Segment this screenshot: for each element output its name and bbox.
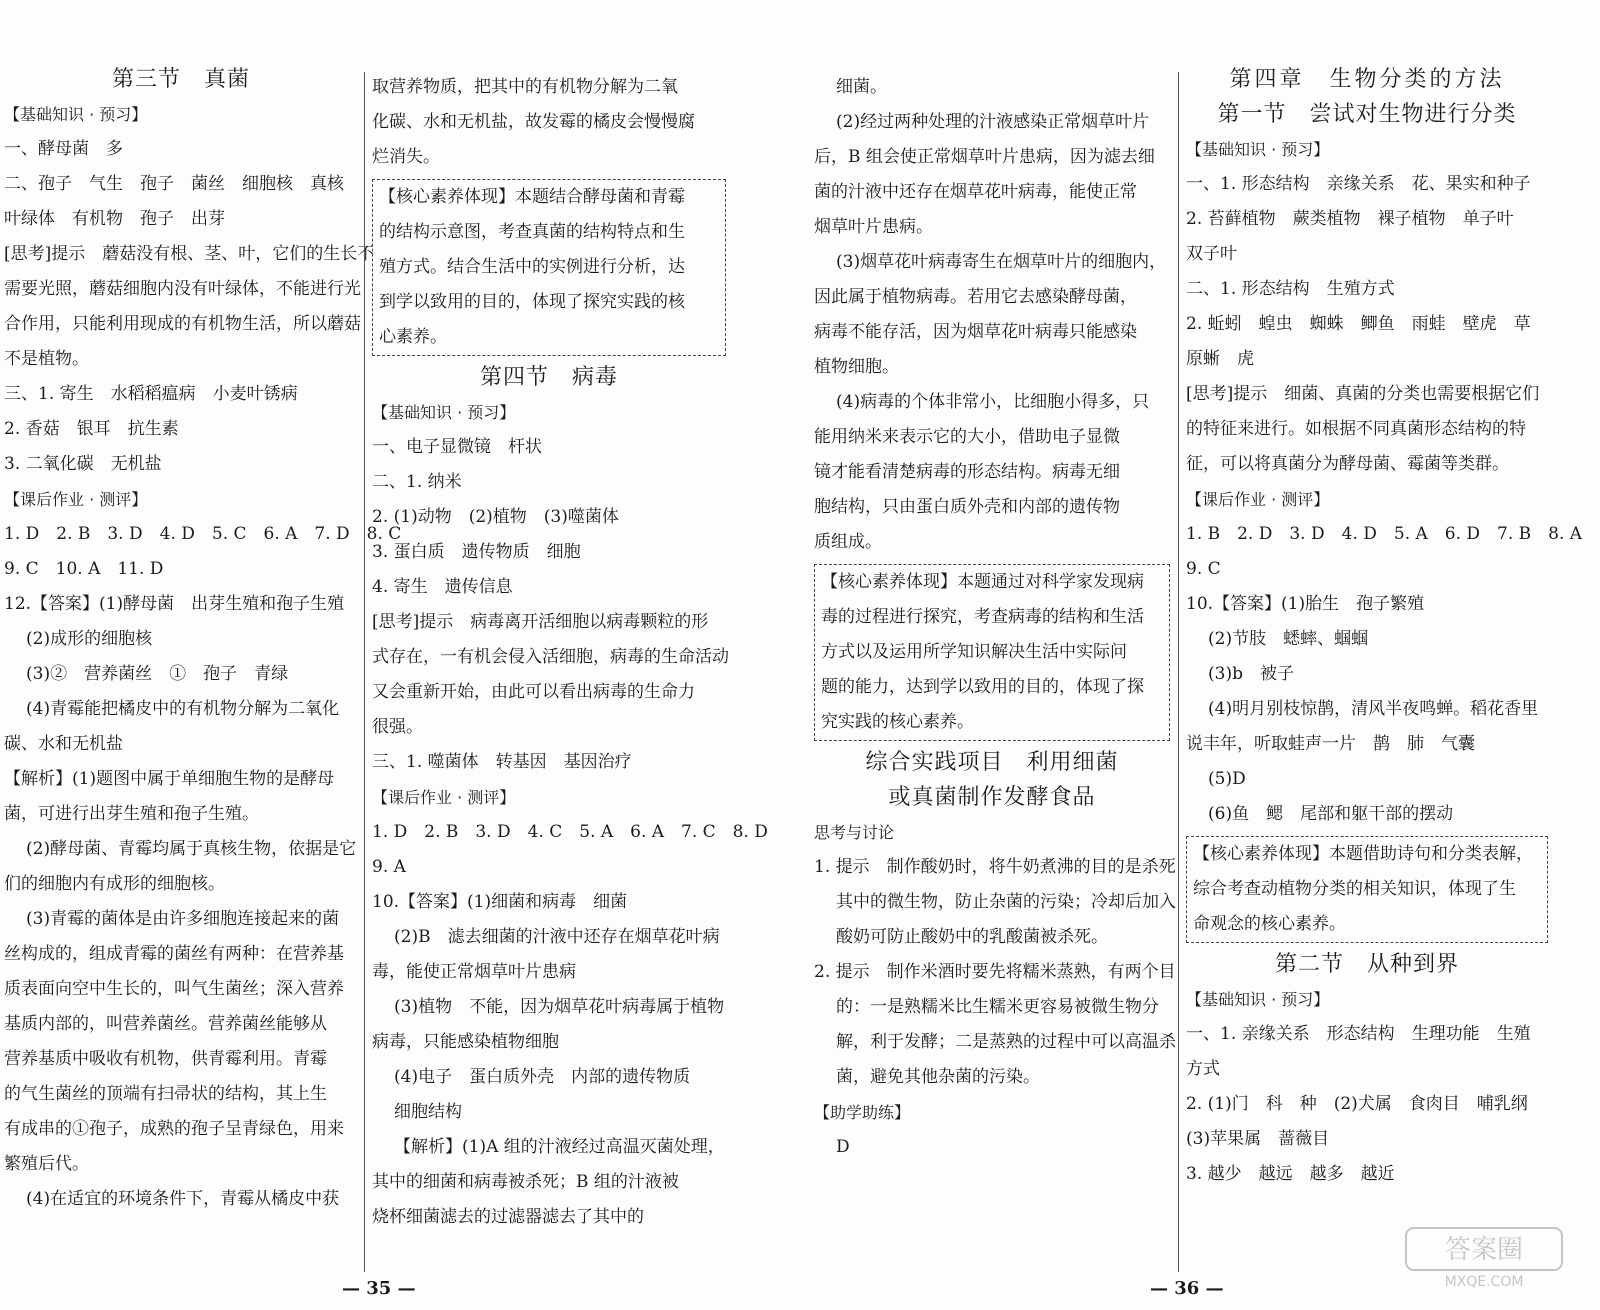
text-line: 酸奶可防止酸奶中的乳酸菌被杀死。 xyxy=(836,927,1108,947)
watermark-sub: MXQE.COM xyxy=(1444,1274,1524,1290)
text-line: 营养基质中吸收有机物，供青霉利用。青霉 xyxy=(4,1049,327,1069)
text-line: 的气生菌丝的顶端有扫帚状的结构，其上生 xyxy=(4,1084,327,1104)
text-line: 2. 苔藓植物 蕨类植物 裸子植物 单子叶 xyxy=(1186,209,1514,229)
text-line: 4. 寄生 遗传信息 xyxy=(372,577,513,597)
section-heading: 【助学助练】 xyxy=(814,1103,911,1122)
text-line: 2. (1)动物 (2)植物 (3)噬菌体 xyxy=(372,507,619,527)
text-line: 2. 提示 制作米酒时要先将糯米蒸熟，有两个目 xyxy=(814,962,1176,982)
text-line: 二、1. 形态结构 生殖方式 xyxy=(1186,279,1395,299)
text-line: 三、1. 寄生 水稻稻瘟病 小麦叶锈病 xyxy=(4,384,298,404)
text-line: 1. D 2. B 3. D 4. C 5. A 6. A 7. C 8. D xyxy=(372,822,768,842)
text-line: 【核心素养体现】本题结合酵母菌和青霉 xyxy=(379,187,685,207)
text-line: 心素养。 xyxy=(379,327,447,347)
text-line: [思考]提示 蘑菇没有根、茎、叶，它们的生长不 xyxy=(4,244,375,264)
text-line: 合作用，只能利用现成的有机物生活，所以蘑菇 xyxy=(4,314,361,334)
text-line: D xyxy=(836,1137,850,1157)
section-title: 第四节 病毒 xyxy=(479,365,618,390)
section-heading: 【基础知识 · 预习】 xyxy=(4,105,148,124)
text-line: 1. B 2. D 3. D 4. D 5. A 6. D 7. B 8. A xyxy=(1186,524,1583,544)
text-line: 很强。 xyxy=(372,717,423,737)
text-line: 菌，可进行出芽生殖和孢子生殖。 xyxy=(4,804,259,824)
text-line: 叶绿体 有机物 孢子 出芽 xyxy=(4,209,225,229)
section-heading: 【课后作业 · 测评】 xyxy=(1186,490,1330,509)
text-line: 病毒，只能感染植物细胞 xyxy=(372,1032,559,1052)
section-heading: 【基础知识 · 预习】 xyxy=(372,403,516,422)
text-line: 究实践的核心素养。 xyxy=(821,712,974,732)
text-line: 质表面向空中生长的，叫气生菌丝；深入营养 xyxy=(4,979,344,999)
text-line: 3. 二氧化碳 无机盐 xyxy=(4,454,162,474)
section-title: 第三节 真菌 xyxy=(111,67,250,92)
column-divider xyxy=(1178,72,1179,1272)
watermark-logo xyxy=(1404,1226,1564,1290)
text-line: 细胞结构 xyxy=(394,1102,462,1122)
text-line: 【解析】(1)题图中属于单细胞生物的是酵母 xyxy=(4,769,335,789)
text-line: 因此属于植物病毒。若用它去感染酵母菌， xyxy=(814,287,1137,307)
text-line: 方式以及运用所学知识解决生活中实际问 xyxy=(821,642,1127,662)
text-line: 3. 蛋白质 遗传物质 细胞 xyxy=(372,542,581,562)
text-line: 【核心素养体现】本题通过对科学家发现病 xyxy=(821,572,1144,592)
section-heading: 【课后作业 · 测评】 xyxy=(4,490,148,509)
section-title: 第四章 生物分类的方法 xyxy=(1229,67,1505,92)
text-line: (3)植物 不能，因为烟草花叶病毒属于植物 xyxy=(394,997,725,1017)
column-2 xyxy=(372,70,768,1235)
section-title: 第一节 尝试对生物进行分类 xyxy=(1217,102,1517,127)
text-line: 们的细胞内有成形的细胞核。 xyxy=(4,874,225,894)
core-literacy-box xyxy=(1186,836,1548,943)
text-line: (5)D xyxy=(1208,769,1246,789)
text-line: 9. A xyxy=(372,857,406,877)
text-line: 繁殖后代。 xyxy=(4,1154,89,1174)
text-line: 的结构示意图，考查真菌的结构特点和生 xyxy=(379,222,685,242)
text-line: 征，可以将真菌分为酵母菌、霉菌等类群。 xyxy=(1186,454,1509,474)
text-line: 【解析】(1)A 组的汁液经过高温灭菌处理， xyxy=(394,1137,725,1157)
text-line: 菌，避免其他杂菌的污染。 xyxy=(836,1067,1040,1087)
text-line: 碳、水和无机盐 xyxy=(4,734,123,754)
text-line: 到学以致用的目的，体现了探究实践的核 xyxy=(379,292,685,312)
column-divider xyxy=(364,72,365,1272)
text-line: 烂消失。 xyxy=(372,147,440,167)
text-line: 原蜥 虎 xyxy=(1186,349,1254,369)
text-line: (2)经过两种处理的汁液感染正常烟草叶片 xyxy=(836,112,1150,132)
text-line: 毒，能使正常烟草叶片患病 xyxy=(372,962,576,982)
text-line: 2. 蚯蚓 蝗虫 蜘蛛 鲫鱼 雨蛙 壁虎 草 xyxy=(1186,314,1531,334)
text-line: 有成串的①孢子，成熟的孢子呈青绿色，用来 xyxy=(4,1119,344,1139)
text-line: 植物细胞。 xyxy=(814,357,899,377)
text-line: 化碳、水和无机盐，故发霉的橘皮会慢慢腐 xyxy=(372,112,695,132)
text-line: 的特征来进行。如根据不同真菌形态结构的特 xyxy=(1186,419,1526,439)
text-line: 综合考查动植物分类的相关知识，体现了生 xyxy=(1193,879,1516,899)
text-line: 细菌。 xyxy=(836,77,887,97)
text-line: 一、1. 亲缘关系 形态结构 生理功能 生殖 xyxy=(1186,1024,1531,1044)
text-line: 烧杯细菌滤去的过滤器滤去了其中的 xyxy=(372,1207,644,1227)
text-line: (6)鱼 鳃 尾部和躯干部的摆动 xyxy=(1208,804,1454,824)
section-heading: 【基础知识 · 预习】 xyxy=(1186,990,1330,1009)
text-line: 烟草叶片患病。 xyxy=(814,217,933,237)
page-number-right: — 36 — xyxy=(1150,1278,1224,1299)
text-line: 式存在，一有机会侵入活细胞，病毒的生命活动 xyxy=(372,647,729,667)
section-heading: 【基础知识 · 预习】 xyxy=(1186,140,1330,159)
text-line: 方式 xyxy=(1186,1059,1220,1079)
section-heading: 思考与讨论 xyxy=(814,823,895,842)
text-line: 能用纳米来表示它的大小，借助电子显微 xyxy=(814,427,1120,447)
text-line: 命观念的核心素养。 xyxy=(1193,914,1346,934)
text-line: 病毒不能存活，因为烟草花叶病毒只能感染 xyxy=(814,322,1137,342)
text-line: 取营养物质，把其中的有机物分解为二氧 xyxy=(372,77,678,97)
text-line: 【核心素养体现】本题借助诗句和分类表解， xyxy=(1193,844,1533,864)
text-line: (2)节肢 蟋蟀、蝈蝈 xyxy=(1208,629,1369,649)
text-line: 12.【答案】(1)酵母菌 出芽生殖和孢子生殖 xyxy=(4,594,345,614)
column-3 xyxy=(814,70,1176,1165)
text-line: 3. 越少 越远 越多 越近 xyxy=(1186,1164,1395,1184)
text-line: 不是植物。 xyxy=(4,349,89,369)
text-line: 的：一是熟糯米比生糯米更容易被微生物分 xyxy=(836,997,1159,1017)
text-line: 1. D 2. B 3. D 4. D 5. C 6. A 7. D 8. C xyxy=(4,524,402,544)
text-line: 其中的细菌和病毒被杀死；B 组的汁液被 xyxy=(372,1172,679,1192)
text-line: (2)B 滤去细菌的汁液中还存在烟草花叶病 xyxy=(394,927,720,947)
text-line: (3)b 被子 xyxy=(1208,664,1294,684)
text-line: 10.【答案】(1)细菌和病毒 细菌 xyxy=(372,892,628,912)
text-line: 菌的汁液中还存在烟草花叶病毒，能使正常 xyxy=(814,182,1137,202)
text-line: (4)明月别枝惊鹊，清风半夜鸣蝉。稻花香里 xyxy=(1208,699,1539,719)
text-line: (3)② 营养菌丝 ① 孢子 青绿 xyxy=(26,664,289,684)
text-line: 二、孢子 气生 孢子 菌丝 细胞核 真核 xyxy=(4,174,344,194)
text-line: [思考]提示 病毒离开活细胞以病毒颗粒的形 xyxy=(372,612,709,632)
text-line: (3)苹果属 蔷薇目 xyxy=(1186,1129,1330,1149)
text-line: 1. 提示 制作酸奶时，将牛奶煮沸的目的是杀死 xyxy=(814,857,1176,877)
text-line: 双子叶 xyxy=(1186,244,1237,264)
text-line: 需要光照，蘑菇细胞内没有叶绿体，不能进行光 xyxy=(4,279,361,299)
text-line: 丝构成的，组成青霉的菌丝有两种：在营养基 xyxy=(4,944,344,964)
text-line: 毒的过程进行探究，考查病毒的结构和生活 xyxy=(821,607,1144,627)
text-line: 二、1. 纳米 xyxy=(372,472,462,492)
text-line: 2. 香菇 银耳 抗生素 xyxy=(4,419,179,439)
text-line: (4)病毒的个体非常小，比细胞小得多，只 xyxy=(836,392,1150,412)
core-literacy-box xyxy=(372,179,726,356)
text-line: 基质内部的，叫营养菌丝。营养菌丝能够从 xyxy=(4,1014,327,1034)
text-line: 三、1. 噬菌体 转基因 基因治疗 xyxy=(372,752,632,772)
text-line: 2. (1)门 科 种 (2)犬属 食肉目 哺乳纲 xyxy=(1186,1094,1528,1114)
text-line: 胞结构，只由蛋白质外壳和内部的遗传物 xyxy=(814,497,1120,517)
core-literacy-box xyxy=(814,564,1170,741)
section-heading: 【课后作业 · 测评】 xyxy=(372,788,516,807)
text-line: 题的能力，达到学以致用的目的，体现了探 xyxy=(821,677,1144,697)
text-line: 其中的微生物，防止杂菌的污染；冷却后加入 xyxy=(836,892,1176,912)
text-line: (2)酵母菌、青霉均属于真核生物，依据是它 xyxy=(26,839,357,859)
text-line: (4)电子 蛋白质外壳 内部的遗传物质 xyxy=(394,1067,691,1087)
column-4 xyxy=(1186,62,1583,1192)
text-line: (3)烟草花叶病毒寄生在烟草叶片的细胞内， xyxy=(836,252,1167,272)
text-line: (4)在适宜的环境条件下，青霉从橘皮中获 xyxy=(26,1189,340,1209)
text-line: 质组成。 xyxy=(814,532,882,552)
text-line: 一、酵母菌 多 xyxy=(4,139,123,159)
page-number-left: — 35 — xyxy=(342,1278,416,1299)
watermark-text: 答案圈 xyxy=(1444,1235,1524,1265)
section-title: 第二节 从种到界 xyxy=(1274,952,1459,977)
section-title: 综合实践项目 利用细菌 xyxy=(865,750,1119,775)
text-line: (4)青霉能把橘皮中的有机物分解为二氧化 xyxy=(26,699,340,719)
text-line: 9. C 10. A 11. D xyxy=(4,559,164,579)
text-line: 一、电子显微镜 杆状 xyxy=(372,437,542,457)
text-line: [思考]提示 细菌、真菌的分类也需要根据它们 xyxy=(1186,384,1540,404)
text-line: 10.【答案】(1)胎生 孢子繁殖 xyxy=(1186,594,1425,614)
text-line: (2)成形的细胞核 xyxy=(26,629,153,649)
text-line: 9. C xyxy=(1186,559,1221,579)
text-line: 镜才能看清楚病毒的形态结构。病毒无细 xyxy=(814,462,1120,482)
text-line: (3)青霉的菌体是由许多细胞连接起来的菌 xyxy=(26,909,340,929)
text-line: 解，利于发酵；二是蒸熟的过程中可以高温杀 xyxy=(836,1032,1176,1052)
section-title: 或真菌制作发酵食品 xyxy=(888,785,1096,810)
text-line: 又会重新开始，由此可以看出病毒的生命力 xyxy=(372,682,695,702)
text-line: 后，B 组会使正常烟草叶片患病，因为滤去细 xyxy=(814,147,1155,167)
text-line: 殖方式。结合生活中的实例进行分析，达 xyxy=(379,257,685,277)
text-line: 说丰年，听取蛙声一片 鹊 肺 气囊 xyxy=(1186,734,1475,754)
text-line: 一、1. 形态结构 亲缘关系 花、果实和种子 xyxy=(1186,174,1531,194)
